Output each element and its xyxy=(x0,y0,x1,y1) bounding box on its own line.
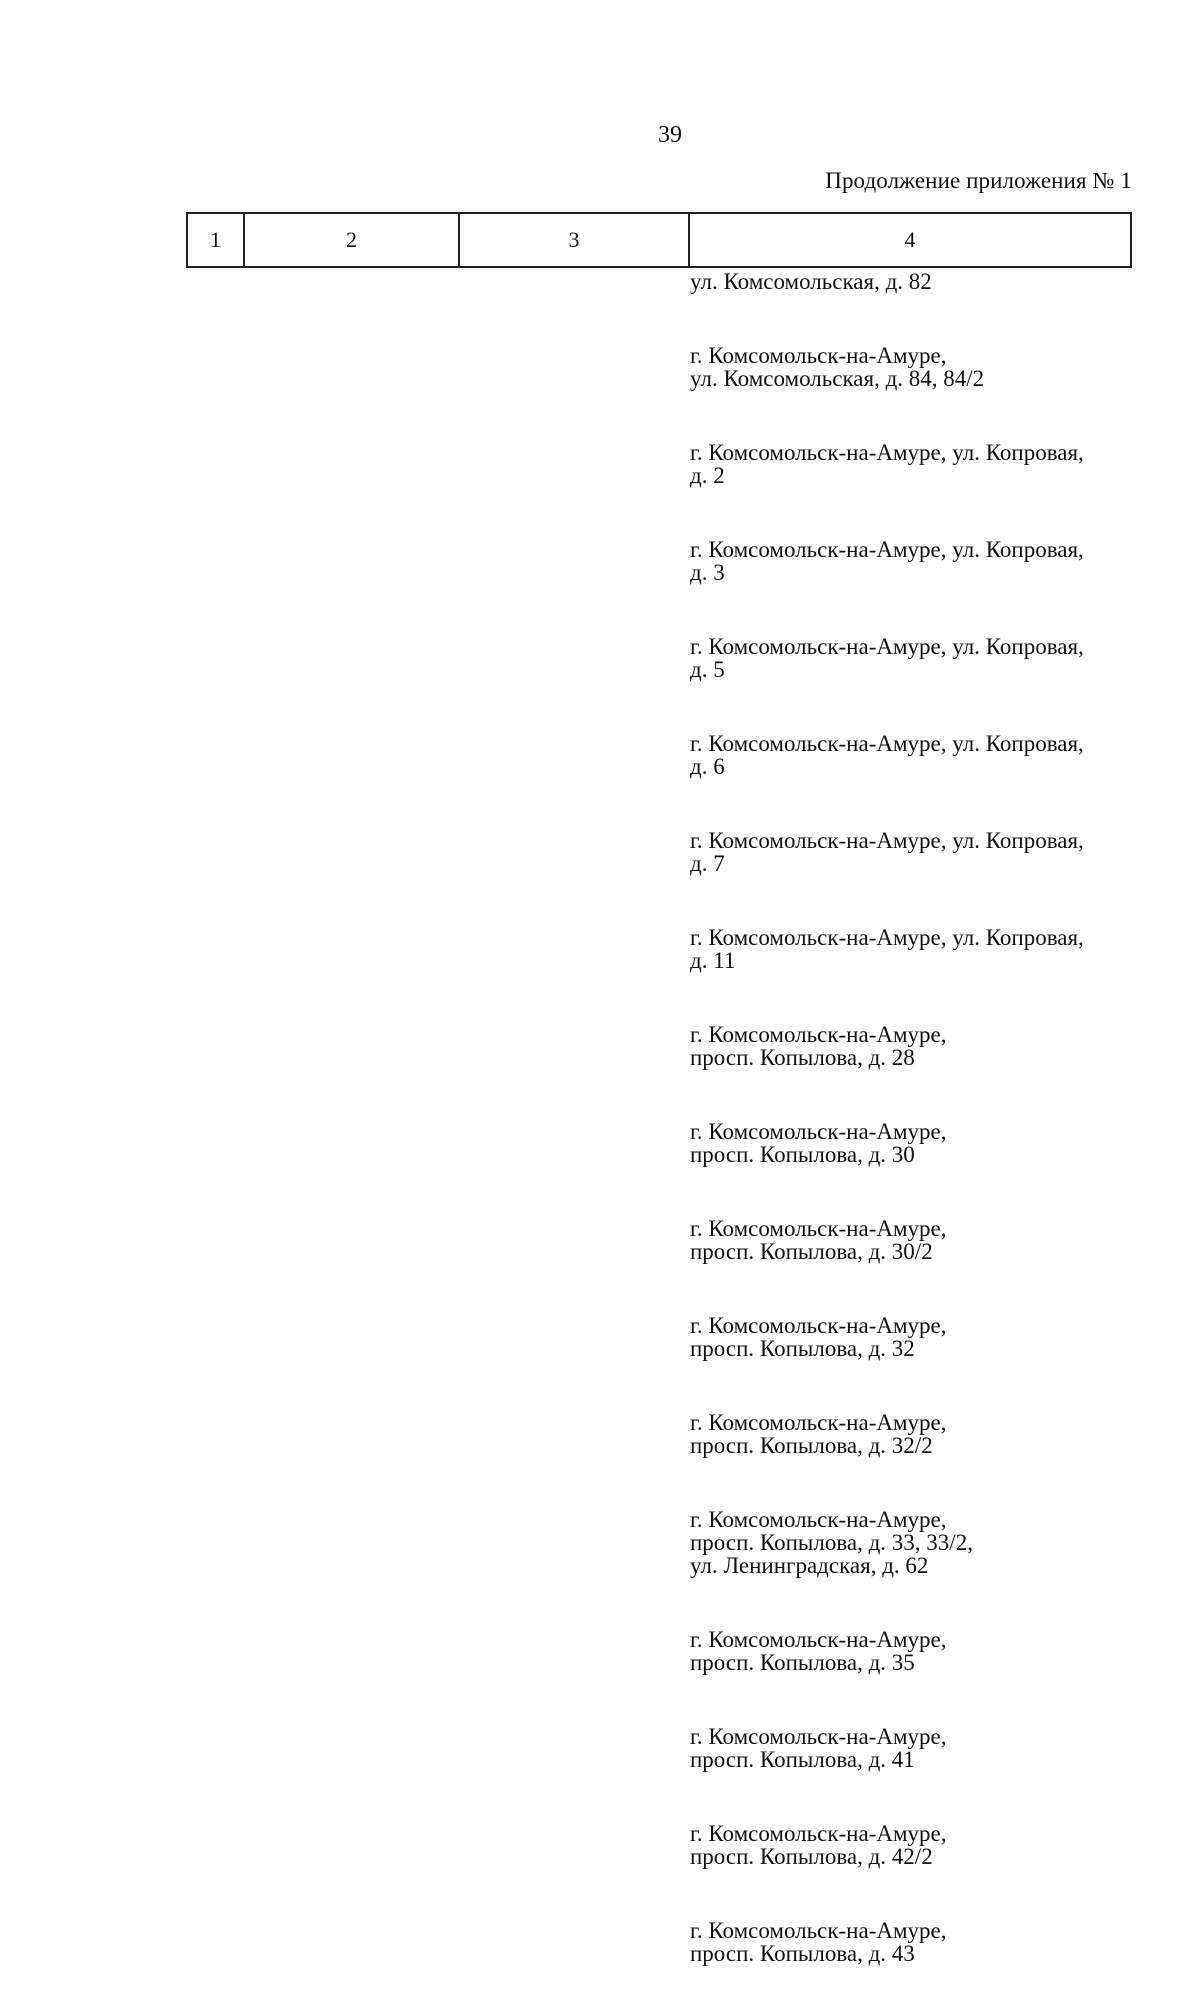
address-entry xyxy=(690,635,1150,681)
address-list xyxy=(690,270,1150,2016)
address-line: г. Комсомольск-на-Амуре, xyxy=(690,1216,947,1241)
address-line: д. 7 xyxy=(690,851,725,876)
column-header-1: 1 xyxy=(187,213,244,267)
column-header-2: 2 xyxy=(244,213,459,267)
address-entry xyxy=(690,1725,1150,1771)
address-line: г. Комсомольск-на-Амуре, xyxy=(690,343,947,368)
address-line: просп. Копылова, д. 30 xyxy=(690,1142,915,1167)
address-line: г. Комсомольск-на-Амуре, ул. Копровая, xyxy=(690,537,1084,562)
address-line: г. Комсомольск-на-Амуре, ул. Копровая, xyxy=(690,925,1084,950)
address-line: г. Комсомольск-на-Амуре, xyxy=(690,1313,947,1338)
address-entry xyxy=(690,270,1150,293)
address-entry xyxy=(690,1919,1150,1965)
address-line: д. 2 xyxy=(690,463,725,488)
address-entry xyxy=(690,1508,1150,1577)
column-header-table xyxy=(186,212,1132,268)
address-line: г. Комсомольск-на-Амуре, xyxy=(690,1627,947,1652)
address-line: ул. Комсомольская, д. 84, 84/2 xyxy=(690,366,985,391)
address-entry xyxy=(690,344,1150,390)
address-line: г. Комсомольск-на-Амуре, ул. Копровая, xyxy=(690,634,1084,659)
address-line: г. Комсомольск-на-Амуре, xyxy=(690,1724,947,1749)
address-entry xyxy=(690,1411,1150,1457)
address-entry xyxy=(690,1023,1150,1069)
address-entry xyxy=(690,538,1150,584)
page-number: 39 xyxy=(658,122,682,148)
address-line: просп. Копылова, д. 43 xyxy=(690,1941,915,1966)
address-line: д. 3 xyxy=(690,560,725,585)
address-line: г. Комсомольск-на-Амуре, ул. Копровая, xyxy=(690,440,1084,465)
address-entry xyxy=(690,829,1150,875)
address-line: г. Комсомольск-на-Амуре, xyxy=(690,1410,947,1435)
column-header-3: 3 xyxy=(459,213,689,267)
address-line: г. Комсомольск-на-Амуре, xyxy=(690,1821,947,1846)
column-header-4: 4 xyxy=(689,213,1131,267)
address-line: д. 5 xyxy=(690,657,725,682)
address-line: просп. Копылова, д. 41 xyxy=(690,1747,915,1772)
address-entry xyxy=(690,1217,1150,1263)
address-line: г. Комсомольск-на-Амуре, xyxy=(690,1119,947,1144)
address-entry xyxy=(690,1822,1150,1868)
address-line: г. Комсомольск-на-Амуре, xyxy=(690,1507,947,1532)
address-entry xyxy=(690,441,1150,487)
address-line: г. Комсомольск-на-Амуре, ул. Копровая, xyxy=(690,828,1084,853)
address-line: просп. Копылова, д. 35 xyxy=(690,1650,915,1675)
address-entry xyxy=(690,1628,1150,1674)
address-line: ул. Комсомольская, д. 82 xyxy=(690,269,932,294)
address-entry xyxy=(690,1314,1150,1360)
address-line: просп. Копылова, д. 42/2 xyxy=(690,1844,933,1869)
address-line: просп. Копылова, д. 32/2 xyxy=(690,1433,933,1458)
address-line: д. 6 xyxy=(690,754,725,779)
address-line: просп. Копылова, д. 33, 33/2, xyxy=(690,1530,973,1555)
address-line: просп. Копылова, д. 32 xyxy=(690,1336,915,1361)
address-entry xyxy=(690,1120,1150,1166)
address-line: просп. Копылова, д. 30/2 xyxy=(690,1239,933,1264)
continuation-label: Продолжение приложения № 1 xyxy=(825,168,1132,193)
address-line: д. 11 xyxy=(690,948,736,973)
address-line: просп. Копылова, д. 28 xyxy=(690,1045,915,1070)
address-entry xyxy=(690,732,1150,778)
address-line: ул. Ленинградская, д. 62 xyxy=(690,1553,929,1578)
address-entry xyxy=(690,926,1150,972)
address-line: г. Комсомольск-на-Амуре, xyxy=(690,1022,947,1047)
address-line: г. Комсомольск-на-Амуре, ул. Копровая, xyxy=(690,731,1084,756)
address-line: г. Комсомольск-на-Амуре, xyxy=(690,1918,947,1943)
header-row xyxy=(187,213,1131,267)
